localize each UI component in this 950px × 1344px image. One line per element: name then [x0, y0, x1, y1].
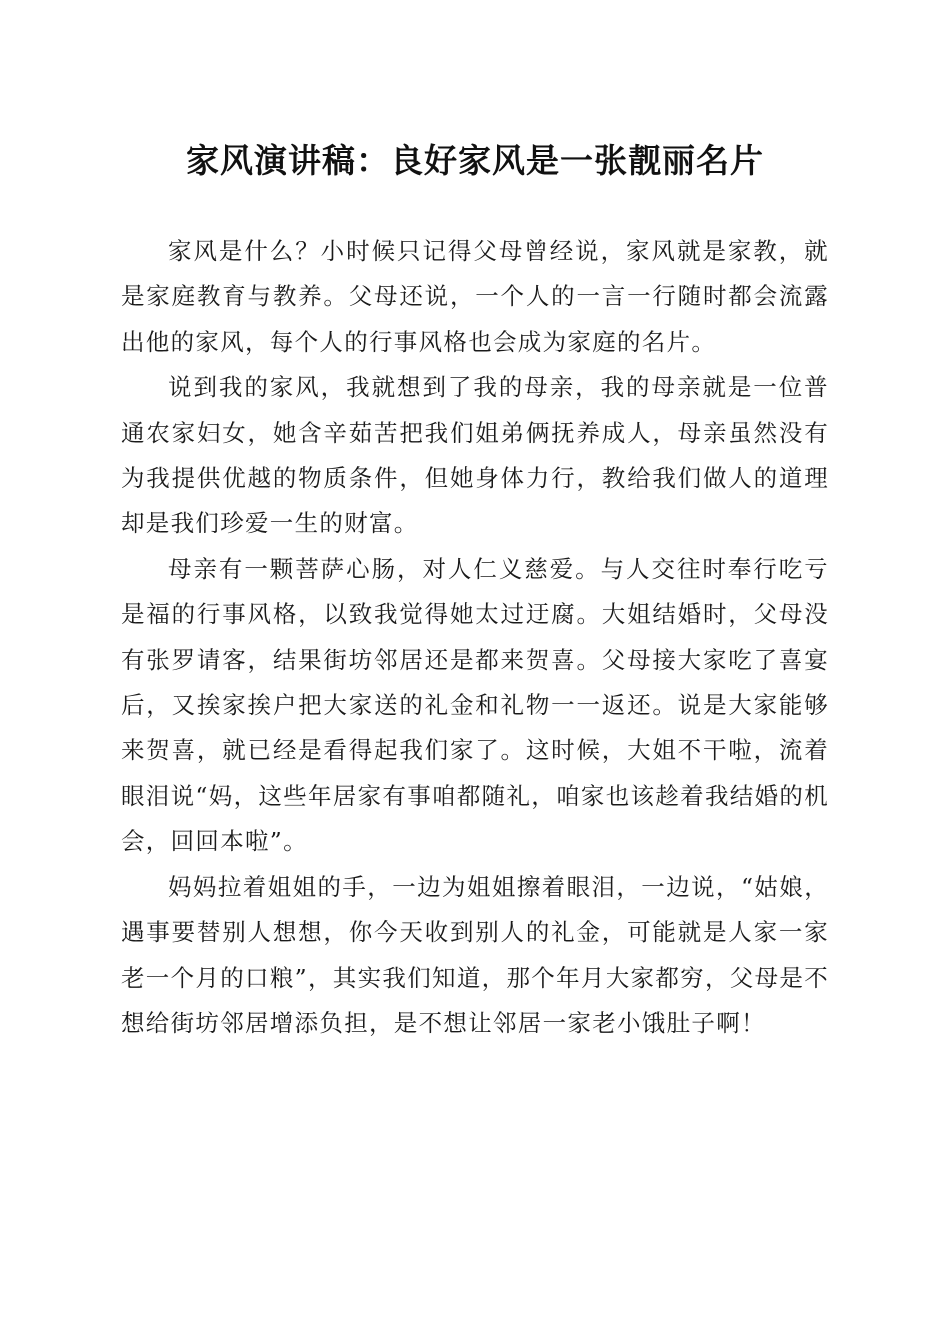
- paragraph-1: 家风是什么？小时候只记得父母曾经说，家风就是家教，就是家庭教育与教养。父母还说，一个人的一言一行随时都会流露出他的家风，每个人的行事风格也会成为家庭的名片。: [121, 237, 829, 356]
- document-title: 家风演讲稿：良好家风是一张靓丽名片: [186, 141, 764, 180]
- document-body: [121, 229, 829, 1046]
- paragraph-4: 妈妈拉着姐姐的手，一边为姐姐擦着眼泪，一边说，“姑娘，遇事要替别人想想，你今天收到别人的礼金，可能就是人家一家老一个月的口粮”，其实我们知道，那个年月大家都穷，父母是不想给街坊邻居增添负担，是不想让邻居一家老小饿肚子啊！: [121, 872, 829, 1037]
- paragraph-2: 说到我的家风，我就想到了我的母亲，我的母亲就是一位普通农家妇女，她含辛茹苦把我们姐弟俩抚养成人，母亲虽然没有为我提供优越的物质条件，但她身体力行，教给我们做人的道理却是我们珍爱一生的财富。: [121, 373, 829, 538]
- paragraph-3: 母亲有一颗菩萨心肠，对人仁义慈爱。与人交往时奉行吃亏是福的行事风格，以致我觉得她太过迂腐。大姐结婚时，父母没有张罗请客，结果街坊邻居还是都来贺喜。父母接大家吃了喜宴后，又挨家挨户把大家送的礼金和礼物一一返还。说是大家能够来贺喜，就已经是看得起我们家了。这时候，大姐不干啦，流着眼泪说“妈，这些年居家有事咱都随礼，咱家也该趁着我结婚的机会，回回本啦”。: [121, 554, 829, 856]
